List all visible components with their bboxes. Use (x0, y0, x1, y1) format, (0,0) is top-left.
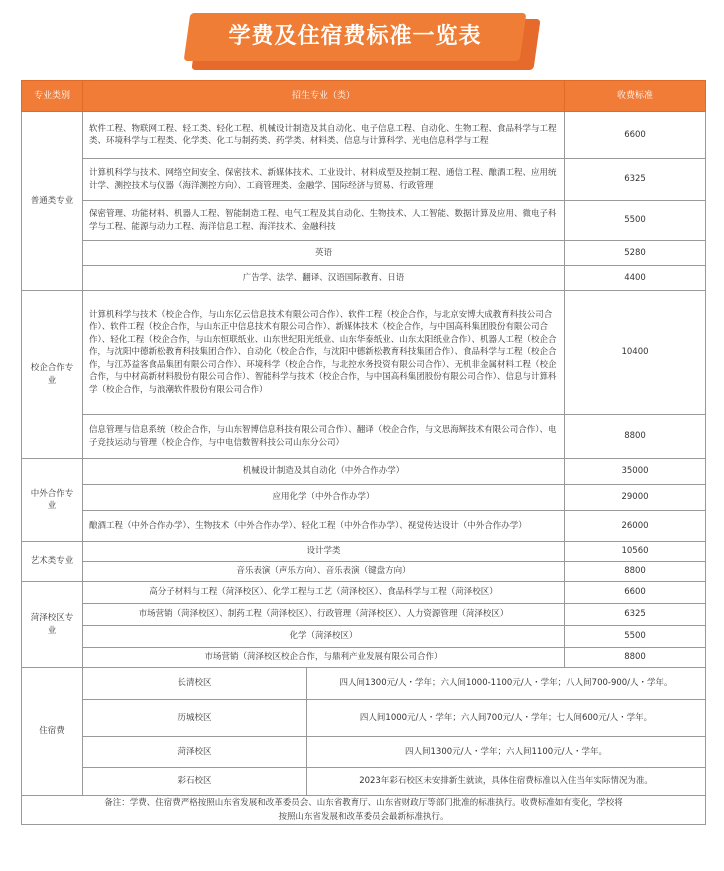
table-header-row (22, 81, 706, 112)
page-title: 学费及住宿费标准一览表 (228, 24, 482, 49)
table-row (22, 604, 706, 626)
note-row (22, 796, 706, 825)
table-row (22, 511, 706, 542)
campus-cell: 彩石校区 (83, 768, 307, 796)
majors-cell: 机械设计制造及其自动化（中外合作办学） (83, 459, 565, 485)
table-row (22, 648, 706, 668)
fee-cell: 29000 (565, 485, 706, 511)
table-row (22, 266, 706, 291)
table-row (22, 201, 706, 241)
table-row (22, 485, 706, 511)
category-art: 艺术类专业 (22, 542, 83, 582)
table-row (22, 737, 706, 768)
table-row (22, 582, 706, 604)
fee-cell: 6600 (565, 582, 706, 604)
category-sinoforeign: 中外合作专业 (22, 459, 83, 542)
campus-cell: 长清校区 (83, 668, 307, 700)
category-coop: 校企合作专业 (22, 291, 83, 459)
fee-cell: 8800 (565, 562, 706, 582)
majors-cell: 设计学类 (83, 542, 565, 562)
table-row (22, 159, 706, 201)
majors-cell: 信息管理与信息系统（校企合作，与山东智博信息科技有限公司合作）、翻译（校企合作，与文思海辉技术有限公司合作）、电子竞技运动与管理（校企合作，与中电信数智科技公司山东分公司） (83, 415, 565, 459)
fee-cell: 8800 (565, 648, 706, 668)
fee-cell: 6325 (565, 604, 706, 626)
majors-cell: 高分子材料与工程（菏泽校区）、化学工程与工艺（菏泽校区）、食品科学与工程（菏泽校区） (83, 582, 565, 604)
header-category: 专业类别 (22, 81, 83, 112)
table-row (22, 459, 706, 485)
fee-cell: 6600 (565, 112, 706, 159)
majors-cell: 音乐表演（声乐方向）、音乐表演（键盘方向） (83, 562, 565, 582)
fee-cell: 35000 (565, 459, 706, 485)
category-heze: 菏泽校区专业 (22, 582, 83, 668)
majors-cell: 广告学、法学、翻译、汉语国际教育、日语 (83, 266, 565, 291)
table-row (22, 415, 706, 459)
majors-cell: 计算机科学与技术（校企合作，与山东亿云信息技术有限公司合作）、软件工程（校企合作，与北京安博大成教育科技公司合作）、软件工程（校企合作，与山东正中信息技术有限公司合作）、新媒体技术（校企合作，与中国高科集团股份有限公司合作）、轻化工程（校企合作，与山东恒联纸业、山东世纪阳光纸业、山东华泰纸业、山东太阳纸业合作）、机器人工程（校企合作，与沈阳中德新松教育科技集团合作）、自动化（校企合作，与沈阳中德新松教育科技集团合作）、食品科学与工程（校企合作，与江苏益客食品集团有限公司合作）、环境科学（校企合作，与北控水务投资有限公司合作）、无机非金属材料工程（校企合作，与中材高新材料股份有限公司合作）、智能科学与技术（校企合作，与中国高科集团股份有限公司合作）、信息与计算科学（校企合作，与浪潮软件股份有限公司合作） (83, 291, 565, 415)
fee-table (21, 80, 706, 825)
majors-cell: 计算机科学与技术、网络空间安全、保密技术、新媒体技术、工业设计、材料成型及控制工程、通信工程、酿酒工程、应用统计学、测控技术与仪器（海洋测控方向）、工商管理类、金融学、国际经济与贸易、行政管理 (83, 159, 565, 201)
fee-cell: 10400 (565, 291, 706, 415)
table-row (22, 542, 706, 562)
campus-cell: 菏泽校区 (83, 737, 307, 768)
category-dorm: 住宿费 (22, 668, 83, 796)
note-cell (22, 796, 706, 825)
table-row (22, 241, 706, 266)
dorm-fee-cell: 四人间1300元/人・学年；六人间1100元/人・学年。 (307, 737, 706, 768)
table-row (22, 668, 706, 700)
majors-cell: 应用化学（中外合作办学） (83, 485, 565, 511)
note-line-2: 按照山东省发展和改革委员会最新标准执行。 (278, 812, 449, 822)
majors-cell: 软件工程、物联网工程、轻工类、轻化工程、机械设计制造及其自动化、电子信息工程、自动化、生物工程、食品科学与工程类、环境科学与工程类、化学类、化工与制药类、药学类、材料类、信息与计算科学、光电信息科学与工程 (83, 112, 565, 159)
majors-cell: 市场营销（菏泽校区校企合作，与鼎利产业发展有限公司合作） (83, 648, 565, 668)
majors-cell: 酿酒工程（中外合作办学）、生物技术（中外合作办学）、轻化工程（中外合作办学）、视觉传达设计（中外合作办学） (83, 511, 565, 542)
fee-cell: 8800 (565, 415, 706, 459)
title-banner (187, 13, 537, 70)
header-fee: 收费标准 (565, 81, 706, 112)
fee-cell: 5500 (565, 626, 706, 648)
table-row (22, 700, 706, 737)
table-row (22, 562, 706, 582)
table-row (22, 626, 706, 648)
majors-cell: 化学（菏泽校区） (83, 626, 565, 648)
dorm-fee-cell: 2023年彩石校区未安排新生就读，具体住宿费标准以入住当年实际情况为准。 (307, 768, 706, 796)
category-general: 普通类专业 (22, 112, 83, 291)
fee-cell: 5280 (565, 241, 706, 266)
table-row (22, 112, 706, 159)
majors-cell: 市场营销（菏泽校区）、制药工程（菏泽校区）、行政管理（菏泽校区）、人力资源管理（菏泽校区） (83, 604, 565, 626)
campus-cell: 历城校区 (83, 700, 307, 737)
fee-cell: 4400 (565, 266, 706, 291)
header-majors: 招生专业（类） (83, 81, 565, 112)
dorm-fee-cell: 四人间1300元/人・学年；六人间1000-1100元/人・学年；八人间700-900/人・学年。 (307, 668, 706, 700)
note-line-1: 备注：学费、住宿费严格按照山东省发展和改革委员会、山东省教育厅、山东省财政厅等部门批准的标准执行。收费标准如有变化，学校将 (104, 798, 623, 808)
majors-cell: 英语 (83, 241, 565, 266)
majors-cell: 保密管理、功能材料、机器人工程、智能制造工程、电气工程及其自动化、生物技术、人工智能、数据计算及应用、微电子科学与工程、能源与动力工程、海洋信息工程、海洋技术、金融科技 (83, 201, 565, 241)
dorm-fee-cell: 四人间1000元/人・学年；六人间700元/人・学年；七人间600元/人・学年。 (307, 700, 706, 737)
fee-cell: 26000 (565, 511, 706, 542)
fee-cell: 5500 (565, 201, 706, 241)
table-row (22, 768, 706, 796)
fee-cell: 6325 (565, 159, 706, 201)
fee-cell: 10560 (565, 542, 706, 562)
table-row (22, 291, 706, 415)
